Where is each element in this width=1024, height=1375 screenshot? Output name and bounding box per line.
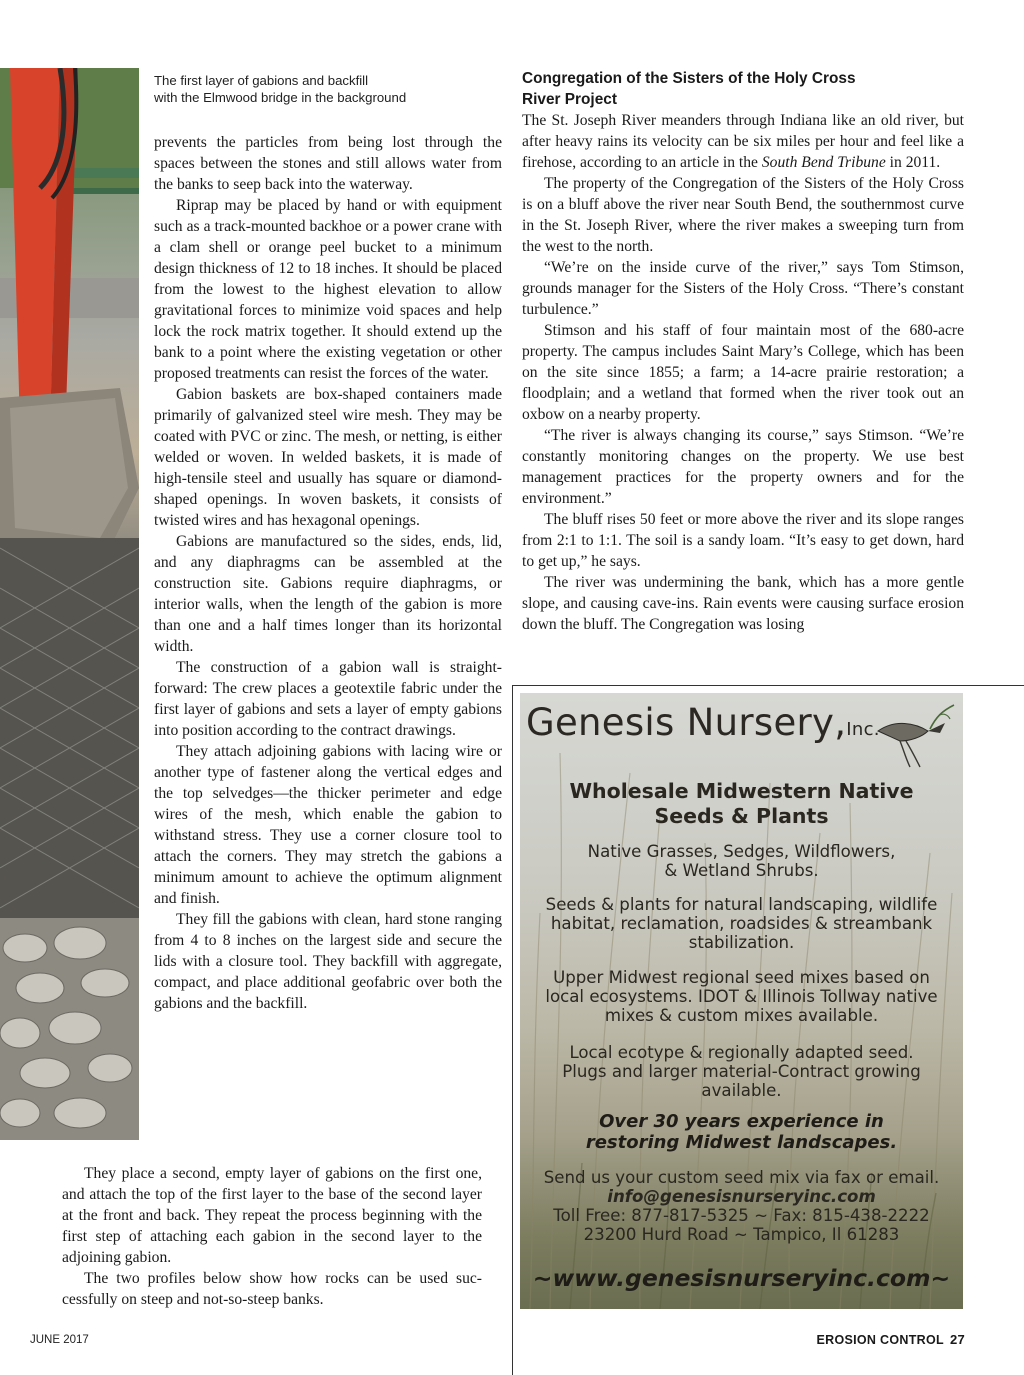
footer-folio (817, 1332, 965, 1347)
caption-line-1: The first layer of gabions and backfill (154, 73, 369, 88)
ad-ecotype (520, 1043, 963, 1100)
left-column (154, 132, 502, 1014)
paragraph: They place a second, empty layer of gabions on the first one, and attach the top of the first layer to the base of the second layer at the front and back. They repeat the process beginning with the first step of attaching each gabion in the second layer to the adjoining gabion. (62, 1165, 482, 1266)
ad-line: local ecosystems. IDOT & Illinois Tollway native (545, 987, 938, 1006)
intro-text-end: in 2011. (885, 154, 941, 171)
ad-address: 23200 Hurd Road ~ Tampico, Il 61283 (583, 1225, 900, 1244)
magazine-name: EROSION CONTROL (816, 1333, 944, 1347)
ad-email[interactable]: info@genesisnurseryinc.com (607, 1187, 876, 1206)
ad-top-rule (512, 685, 1024, 686)
paragraph: The bluff rises 50 feet or more above the river and its slope ranges from 2:1 to 1:1. The soil is a sandy loam. “It’s easy to get down, hard to get up,” he says. (522, 511, 964, 570)
ad-uses (520, 895, 963, 952)
paragraph: Riprap may be placed by hand or with equipment such as a track-mounted backhoe or a power crane with a clam shell or orange peel bucket to a minimum design thickness of 12 to 18 inches. It should be placed from the lowest to the highest elevation to allow gravitational forces to minimize void spaces and help lock the rock matrix together. It should extend up the bank to a point where the existing vegetation or other proposed treatments can resist the forces of the water. (154, 197, 502, 382)
brand-name: Genesis Nursery, (526, 701, 847, 744)
right-column (522, 110, 964, 635)
paragraph: The property of the Congregation of the Sisters of the Holy Cross is on a bluff above the river near South Bend, the southernmost curve in the St. Joseph River, where the river makes a sweeping turn from the west to the north. (522, 175, 964, 255)
genesis-nursery-ad[interactable] (520, 693, 963, 1309)
ad-grasses (520, 842, 963, 880)
ad-website-link[interactable]: ~www.genesisnurseryinc.com~ (532, 1264, 951, 1292)
paragraph: “We’re on the inside curve of the river,” says Tom Stimson, grounds manager for the Sisters of the Holy Cross. “There’s constant turbulence.” (522, 259, 964, 318)
bird-icon (870, 701, 960, 771)
heading-line-1: Congregation of the Sisters of the Holy Cross (522, 70, 856, 87)
paragraph: prevents the particles from being lost through the spaces between the stones and still allows water from the banks to seep back into the waterway. (154, 134, 502, 193)
ad-line: mixes & custom mixes available. (604, 1006, 879, 1025)
section-heading (522, 68, 962, 110)
column-divider (512, 685, 513, 1375)
publication-name: South Bend Tribune (761, 154, 886, 171)
paragraph: The two profiles below show how rocks can be used successfully on steep and not-so-steep banks. (62, 1270, 482, 1308)
footer-date: JUNE 2017 (30, 1334, 89, 1346)
ad-experience (520, 1111, 963, 1153)
ad-mixes (520, 968, 963, 1025)
ad-line: available. (701, 1081, 782, 1100)
ad-line: stabilization. (688, 933, 795, 952)
ad-line: Send us your custom seed mix via fax or email. (543, 1168, 940, 1187)
paragraph: Gabion baskets are box-shaped containers made primarily of galvanized steel wire mesh. They may be coated with PVC or zinc. The mesh, or netting, is either welded or woven. In welded baskets, it is made of high-tensile steel and usually has square or diamond-shaped openings. In woven baskets, it consists of twisted wires and has hexagonal openings. (154, 386, 502, 529)
left-column-bottom (62, 1163, 482, 1310)
headline-line-2: Seeds & Plants (654, 804, 829, 828)
paragraph: They attach adjoining gabions with lacing wire or another type of fastener along the vertical edges and the top selvedges—the thicker perimeter and edge wires of the mesh, which enable the gabion to withstand stress. They use a corner closure tool to attach the corners. They may stretch the gabions a minimum amount to achieve the optimum alignment and finish. (154, 743, 502, 907)
ad-line: Over 30 years experience in (599, 1111, 884, 1132)
ad-line: Plugs and larger material-Contract growing (562, 1062, 921, 1081)
heading-line-2: River Project (522, 91, 617, 108)
page-number: 27 (949, 1332, 965, 1347)
ad-line: restoring Midwest landscapes. (585, 1132, 898, 1153)
headline-line-1: Wholesale Midwestern Native (569, 779, 914, 803)
ad-headline (520, 779, 963, 829)
ad-line: Seeds & plants for natural landscaping, wildlife (545, 895, 938, 914)
gabion-photo (0, 68, 139, 1140)
ad-line: habitat, reclamation, roadsides & streambank (550, 914, 933, 933)
ad-contact (520, 1168, 963, 1244)
ad-line: Local ecotype & regionally adapted seed. (569, 1043, 914, 1062)
brand-suffix: Inc. (846, 719, 880, 740)
paragraph: “The river is always changing its course,” says Stimson. “We’re constantly monitoring changes on the property. We use best management practices for the property owners and for the environment.” (522, 427, 964, 507)
paragraph: They fill the gabions with clean, hard stone ranging from 4 to 8 inches on the largest side and secure the lids with a closure tool. They backfill with aggregate, compact, and place additional geofabric over both the gabions and the backfill. (154, 911, 502, 1012)
ad-phones: Toll Free: 877-817-5325 ~ Fax: 815-438-2222 (553, 1206, 930, 1225)
paragraph-intro (522, 110, 964, 173)
caption-line-2: with the Elmwood bridge in the background (154, 90, 407, 105)
photo-caption (154, 72, 494, 106)
ad-line: & Wetland Shrubs. (664, 861, 819, 880)
paragraph: The river was undermining the bank, which has a more gentle slope, and causing cave-ins. Rain events were causing surface erosion down the bluff. The Congregation was losing (522, 574, 964, 633)
paragraph: Gabions are manufactured so the sides, ends, lid, and any diaphragms can be assembled at the construction site. Gabions require diaphragms, or interior walls, when the length of the gabion is more than one and a half times longer than its horizontal width. (154, 533, 502, 655)
intro-text: The St. Joseph River meanders through Indiana like an old river, but after heavy rains its velocity can be six miles per hour and feel like a firehose, according to an article in the (522, 112, 964, 171)
paragraph: The construction of a gabion wall is straightforward: The crew places a geotextile fabric under the first layer of gabions and sets a layer of empty gabions into position according to the contract drawings. (154, 659, 502, 739)
paragraph: Stimson and his staff of four maintain most of the 680-acre property. The campus includes Saint Mary’s College, which has been on the site since 1855; a farm; a 14-acre prairie restoration; a floodplain; and a wetland that formed when the river took out an oxbow on a nearby property. (522, 322, 964, 423)
ad-brand-logo (526, 701, 880, 744)
ad-line: Native Grasses, Sedges, Wildflowers, (587, 842, 896, 861)
ad-line: Upper Midwest regional seed mixes based on (553, 968, 930, 987)
